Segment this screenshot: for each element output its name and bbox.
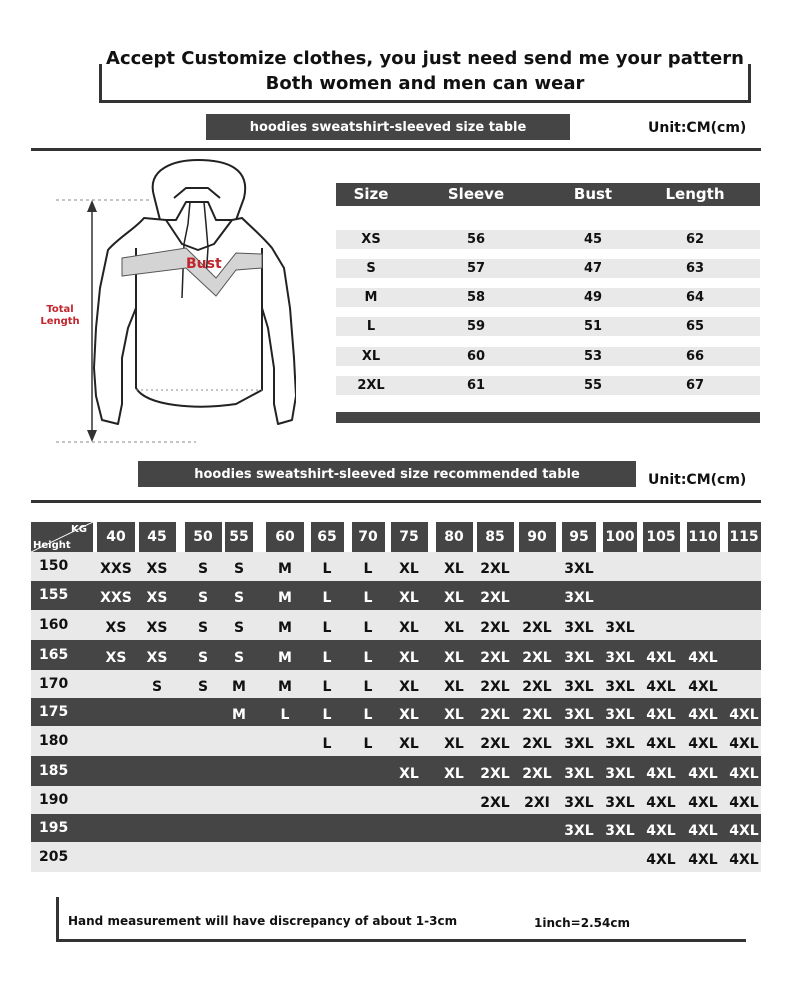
size-recommendation-cell: 4XL: [729, 823, 759, 839]
size-recommendation-cell: M: [232, 679, 246, 695]
height-cell: 150: [39, 558, 69, 574]
hood-shape: [153, 160, 246, 220]
size-recommendation-cell: XS: [146, 561, 168, 577]
size-recommendation-cell: 3XL: [605, 707, 635, 723]
weight-col-header: 105: [643, 522, 680, 552]
size-table-header: [336, 183, 760, 206]
size-recommendation-cell: L: [363, 650, 373, 666]
size-recommendation-cell: 4XL: [688, 736, 718, 752]
height-cell: 175: [39, 704, 69, 720]
size-recommendation-cell: XXS: [100, 590, 132, 606]
size-recommendation-cell: 3XL: [605, 620, 635, 636]
size-recommendation-cell: L: [322, 620, 332, 636]
size-recommendation-cell: 4XL: [646, 766, 676, 782]
body-shape: [94, 218, 296, 424]
rec-table-row: [31, 698, 761, 726]
weight-col-header: 100: [603, 522, 637, 552]
size-recommendation-cell: 4XL: [646, 679, 676, 695]
weight-col-header: 60: [266, 522, 304, 552]
size-recommendation-cell: L: [322, 561, 332, 577]
size-recommendation-cell: 4XL: [646, 650, 676, 666]
size-recommendation-cell: XS: [146, 620, 168, 636]
size-recommendation-cell: 4XL: [729, 852, 759, 868]
size-recommendation-cell: XL: [399, 620, 419, 636]
size-table-cell: 49: [583, 290, 603, 305]
size-recommendation-cell: L: [322, 707, 332, 723]
weight-col-header: 85: [477, 522, 514, 552]
rec-table-row: [31, 814, 761, 842]
size-recommendation-cell: XL: [399, 766, 419, 782]
size-recommendation-cell: 3XL: [605, 795, 635, 811]
total-length-label-line-1: Total: [46, 304, 74, 315]
weight-col-header: 95: [562, 522, 596, 552]
size-table-row: [336, 347, 760, 366]
size-recommendation-cell: 2XL: [480, 650, 510, 666]
size-recommendation-cell: S: [197, 620, 209, 636]
bust-label: Bust: [186, 256, 222, 272]
size-recommendation-cell: 3XL: [605, 679, 635, 695]
size-recommendation-cell: XS: [105, 650, 127, 666]
size-table-row: [336, 259, 760, 278]
size-recommendation-cell: XL: [444, 620, 464, 636]
size-recommendation-cell: 3XL: [605, 766, 635, 782]
size-recommendation-cell: 4XL: [729, 707, 759, 723]
size-table-row: [336, 376, 760, 395]
size-recommendation-cell: 3XL: [605, 650, 635, 666]
rec-table-row: [31, 726, 761, 756]
size-recommendation-cell: XL: [444, 650, 464, 666]
size-recommendation-cell: 3XL: [564, 795, 594, 811]
size-recommendation-cell: M: [278, 590, 292, 606]
rec-table-row: [31, 670, 761, 698]
size-recommendation-cell: L: [280, 707, 290, 723]
size-recommendation-cell: 3XL: [564, 650, 594, 666]
size-recommendation-cell: 4XL: [646, 707, 676, 723]
size-recommendation-cell: XL: [399, 590, 419, 606]
size-table-cell: 57: [466, 261, 486, 276]
size-recommendation-cell: S: [233, 620, 245, 636]
size-recommendation-cell: 3XL: [564, 620, 594, 636]
size-recommendation-cell: 4XL: [729, 736, 759, 752]
size-recommendation-cell: XL: [399, 736, 419, 752]
size-table-cell: 58: [466, 290, 486, 305]
size-col-header: Size: [353, 185, 389, 203]
total-length-label-line-2: Length: [40, 316, 80, 327]
size-table-cell: 56: [466, 232, 486, 247]
size-table-title: hoodies sweatshirt-sleeved size table: [206, 114, 570, 140]
size-recommendation-cell: L: [363, 736, 373, 752]
size-table-cell: 66: [685, 349, 705, 364]
rec-section-rule: [31, 500, 761, 503]
rec-table-unit: Unit:CM(cm): [648, 472, 747, 488]
size-recommendation-cell: XS: [146, 650, 168, 666]
size-recommendation-cell: 4XL: [688, 707, 718, 723]
rec-table-row: [31, 552, 761, 581]
size-recommendation-cell: 3XL: [564, 736, 594, 752]
size-recommendation-cell: 3XL: [564, 766, 594, 782]
rec-table-row: [31, 786, 761, 814]
size-recommendation-cell: XL: [444, 766, 464, 782]
size-table-cell: XL: [361, 349, 381, 364]
rec-table-header: [31, 522, 761, 552]
header-title: [100, 46, 750, 96]
weight-col-header: 90: [519, 522, 556, 552]
weight-col-header: 80: [436, 522, 473, 552]
size-recommendation-cell: S: [233, 561, 245, 577]
height-cell: 180: [39, 733, 69, 749]
size-table-cell: 65: [685, 319, 705, 334]
size-table-cell: 2XL: [357, 378, 385, 393]
size-recommendation-cell: 2XL: [480, 736, 510, 752]
size-recommendation-cell: L: [363, 590, 373, 606]
size-recommendation-cell: 3XL: [605, 736, 635, 752]
arrow-down-icon: [87, 430, 97, 442]
height-cell: 185: [39, 763, 69, 779]
size-recommendation-cell: 2XL: [522, 766, 552, 782]
weight-col-header: 115: [728, 522, 761, 552]
arrow-up-icon: [87, 200, 97, 212]
size-recommendation-cell: 2XL: [522, 679, 552, 695]
size-recommendation-cell: 2XL: [480, 679, 510, 695]
size-recommendation-cell: L: [363, 679, 373, 695]
footer-note: Hand measurement will have discrepancy of about 1-3cm: [68, 914, 458, 928]
size-table-row: [336, 288, 760, 307]
size-recommendation-cell: S: [151, 679, 163, 695]
size-recommendation-cell: 4XL: [729, 766, 759, 782]
size-recommendation-cell: XL: [399, 650, 419, 666]
size-recommendation-cell: 4XL: [688, 852, 718, 868]
size-recommendation-cell: XS: [146, 590, 168, 606]
size-recommendation-cell: S: [197, 561, 209, 577]
size-table-cell: 64: [685, 290, 705, 305]
length-col-header: Length: [665, 185, 725, 203]
weight-col-header: 110: [687, 522, 720, 552]
total-length-label: [30, 304, 90, 328]
footer-bracket-bottom: [56, 939, 746, 942]
height-cell: 195: [39, 820, 69, 836]
size-table-row: [336, 230, 760, 249]
size-recommendation-cell: 3XL: [564, 707, 594, 723]
weight-col-header: 50: [185, 522, 222, 552]
rec-table-corner: [31, 522, 93, 552]
size-recommendation-cell: XL: [399, 561, 419, 577]
size-table-cell: S: [366, 261, 376, 276]
size-table-unit: Unit:CM(cm): [648, 120, 747, 136]
size-recommendation-cell: M: [278, 620, 292, 636]
corner-height-label: Height: [33, 540, 71, 551]
rec-table-row: [31, 640, 761, 670]
size-recommendation-cell: XL: [399, 679, 419, 695]
size-recommendation-cell: L: [322, 590, 332, 606]
size-recommendation-cell: 2XL: [522, 620, 552, 636]
size-table-cell: 61: [466, 378, 486, 393]
height-cell: 165: [39, 647, 69, 663]
size-recommendation-cell: 4XL: [646, 795, 676, 811]
size-recommendation-cell: 4XL: [688, 679, 718, 695]
size-recommendation-cell: M: [278, 561, 292, 577]
size-recommendation-cell: M: [278, 650, 292, 666]
size-recommendation-cell: XL: [399, 707, 419, 723]
size-recommendation-cell: XL: [444, 590, 464, 606]
weight-col-header: 65: [311, 522, 344, 552]
height-cell: 155: [39, 587, 69, 603]
size-recommendation-cell: XL: [444, 679, 464, 695]
weight-col-header: 40: [97, 522, 135, 552]
size-table-footer-bar: [336, 412, 760, 423]
size-table-cell: 59: [466, 319, 486, 334]
bust-col-header: Bust: [573, 185, 613, 203]
size-recommendation-cell: L: [322, 650, 332, 666]
size-recommendation-cell: 4XL: [688, 766, 718, 782]
size-table-cell: XS: [361, 232, 381, 247]
size-recommendation-cell: S: [197, 679, 209, 695]
size-recommendation-cell: 3XL: [564, 561, 594, 577]
weight-col-header: 75: [391, 522, 428, 552]
size-table-cell: 51: [583, 319, 603, 334]
size-recommendation-cell: 4XL: [688, 823, 718, 839]
size-table-cell: 60: [466, 349, 486, 364]
size-recommendation-cell: 4XL: [646, 736, 676, 752]
height-cell: 170: [39, 676, 69, 692]
section-rule: [31, 148, 761, 151]
size-table-cell: L: [366, 319, 376, 334]
size-recommendation-cell: L: [363, 707, 373, 723]
size-table-cell: 55: [583, 378, 603, 393]
weight-col-header: 55: [225, 522, 253, 552]
rec-table-row: [31, 842, 761, 872]
size-recommendation-cell: 2XL: [480, 590, 510, 606]
rec-table-title: hoodies sweatshirt-sleeved size recommended table: [138, 461, 636, 487]
size-recommendation-cell: L: [322, 679, 332, 695]
height-cell: 205: [39, 849, 69, 865]
header-line-2: Both women and men can wear: [265, 73, 585, 94]
size-recommendation-cell: 4XL: [729, 795, 759, 811]
footer-bracket-left: [56, 897, 59, 941]
header-line-1: Accept Customize clothes, you just need send me your pattern: [106, 48, 744, 69]
size-recommendation-cell: L: [322, 736, 332, 752]
size-recommendation-cell: M: [278, 679, 292, 695]
size-table-cell: 45: [583, 232, 603, 247]
footer-conversion: 1inch=2.54cm: [534, 916, 630, 930]
rec-table-row: [31, 756, 761, 786]
size-recommendation-cell: 3XL: [564, 590, 594, 606]
size-recommendation-cell: 2XL: [480, 707, 510, 723]
size-table-cell: M: [364, 290, 378, 305]
size-recommendation-cell: 2XL: [480, 795, 510, 811]
size-table-cell: 62: [685, 232, 705, 247]
rec-table-row: [31, 581, 761, 610]
size-recommendation-cell: 3XL: [605, 823, 635, 839]
size-table-row: [336, 317, 760, 336]
size-recommendation-cell: 2XL: [522, 707, 552, 723]
size-recommendation-cell: L: [363, 561, 373, 577]
size-recommendation-cell: XL: [444, 561, 464, 577]
weight-col-header: 45: [139, 522, 176, 552]
size-recommendation-cell: 4XL: [688, 650, 718, 666]
size-recommendation-cell: S: [233, 650, 245, 666]
size-recommendation-cell: XL: [444, 736, 464, 752]
size-recommendation-cell: S: [197, 650, 209, 666]
size-recommendation-cell: 2XL: [480, 620, 510, 636]
sleeve-col-header: Sleeve: [447, 185, 505, 203]
size-recommendation-cell: 3XL: [564, 679, 594, 695]
size-recommendation-cell: XS: [105, 620, 127, 636]
height-cell: 190: [39, 792, 69, 808]
size-table-cell: 63: [685, 261, 705, 276]
weight-col-header: 70: [352, 522, 385, 552]
size-table-cell: 67: [685, 378, 705, 393]
size-recommendation-cell: 2XL: [522, 736, 552, 752]
size-recommendation-cell: 2XL: [480, 766, 510, 782]
size-recommendation-cell: 3XL: [564, 823, 594, 839]
size-recommendation-cell: 2XL: [522, 650, 552, 666]
size-recommendation-cell: 4XL: [646, 823, 676, 839]
size-recommendation-cell: 2XI: [524, 795, 550, 811]
size-recommendation-cell: L: [363, 620, 373, 636]
size-table-cell: 47: [583, 261, 603, 276]
size-recommendation-cell: 2XL: [480, 561, 510, 577]
size-recommendation-cell: 4XL: [646, 852, 676, 868]
rec-table-row: [31, 610, 761, 640]
height-cell: 160: [39, 617, 69, 633]
size-recommendation-cell: XL: [444, 707, 464, 723]
size-recommendation-cell: 4XL: [688, 795, 718, 811]
size-recommendation-cell: XXS: [100, 561, 132, 577]
corner-kg-label: KG: [71, 524, 87, 535]
size-recommendation-cell: S: [233, 590, 245, 606]
size-recommendation-cell: M: [232, 707, 246, 723]
size-table-cell: 53: [583, 349, 603, 364]
size-recommendation-cell: S: [197, 590, 209, 606]
